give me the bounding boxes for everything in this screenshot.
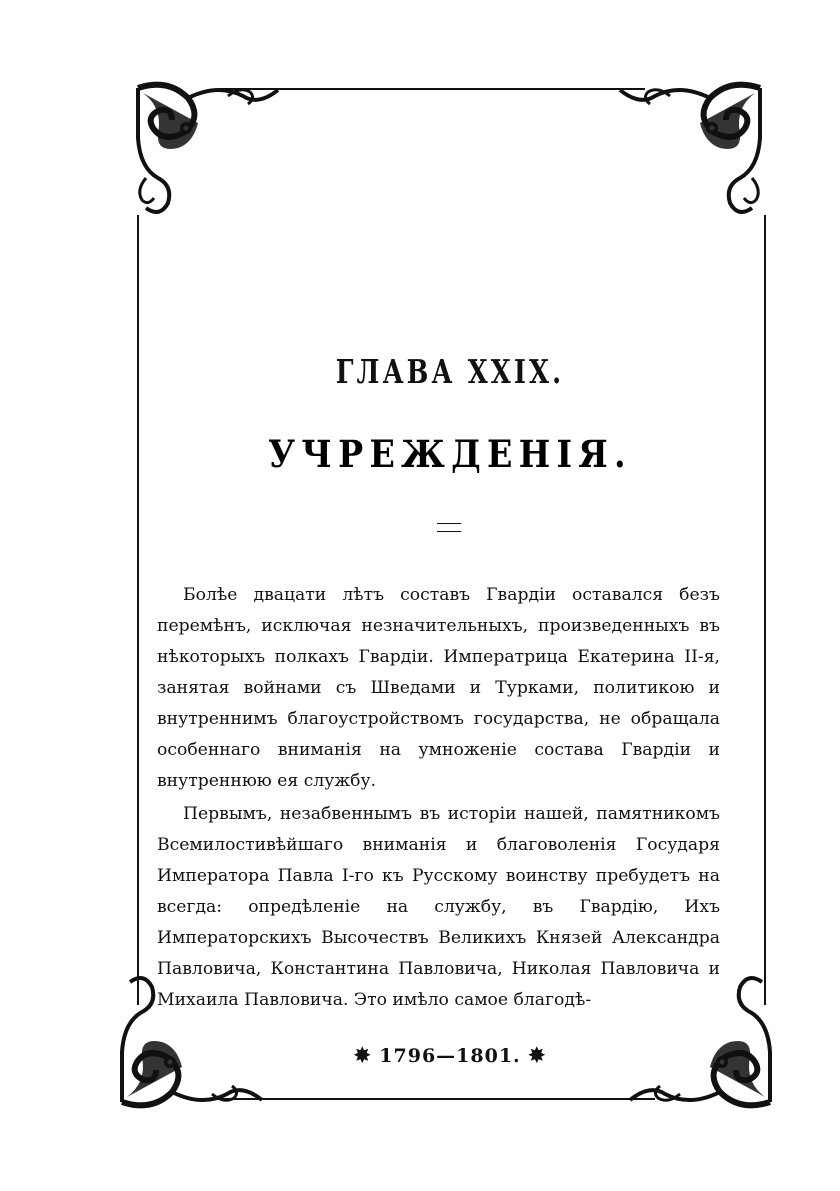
paragraph: Болѣе двацати лѣтъ составъ Гвардіи оставался безъ перемѣнъ, исключая незначительныхъ, произведенныхъ въ нѣкоторыхъ полкахъ Гвардіи. Императрица Екатерина II-я, занятая войнами съ Шведами и Турками, политикою и внутреннимъ благоустройствомъ государства, не обращала особеннаго вниманія на умноженіе состава Гвардіи и внутреннюю ея службу. [157,585,720,791]
section-divider [437,523,461,532]
corner-ornament-top-left-icon [128,78,298,228]
frame-left-line [137,215,139,1005]
body-text [157,580,720,1016]
frame-right-line [764,215,766,1005]
paragraph: Первымъ, незабвеннымъ въ исторіи нашей, памятникомъ Всемилостивѣйшаго вниманія и благоволенія Государя Императора Павла I-го къ Русскому воинству пребудетъ на всегда: опредѣленіе на службу, въ Гвардію, Ихъ Императорскихъ Высочествъ Великихъ Князей Александра Павловича, Константина Павловича, Николая Павловича и Михаила Павловича. Это имѣло самое благодѣ- [157,804,720,1010]
corner-ornament-top-right-icon [600,78,770,228]
footer-date [0,1043,840,1067]
chapter-heading: ГЛАВА XXIX. [335,352,565,391]
star-left-icon: ✸ [353,1043,372,1067]
years-range: 1796—1801. [379,1045,521,1067]
chapter-heading-wrap [0,352,840,402]
chapter-title: УЧРЕЖДЕНІЯ. [268,432,632,476]
star-right-icon: ✸ [528,1043,547,1067]
